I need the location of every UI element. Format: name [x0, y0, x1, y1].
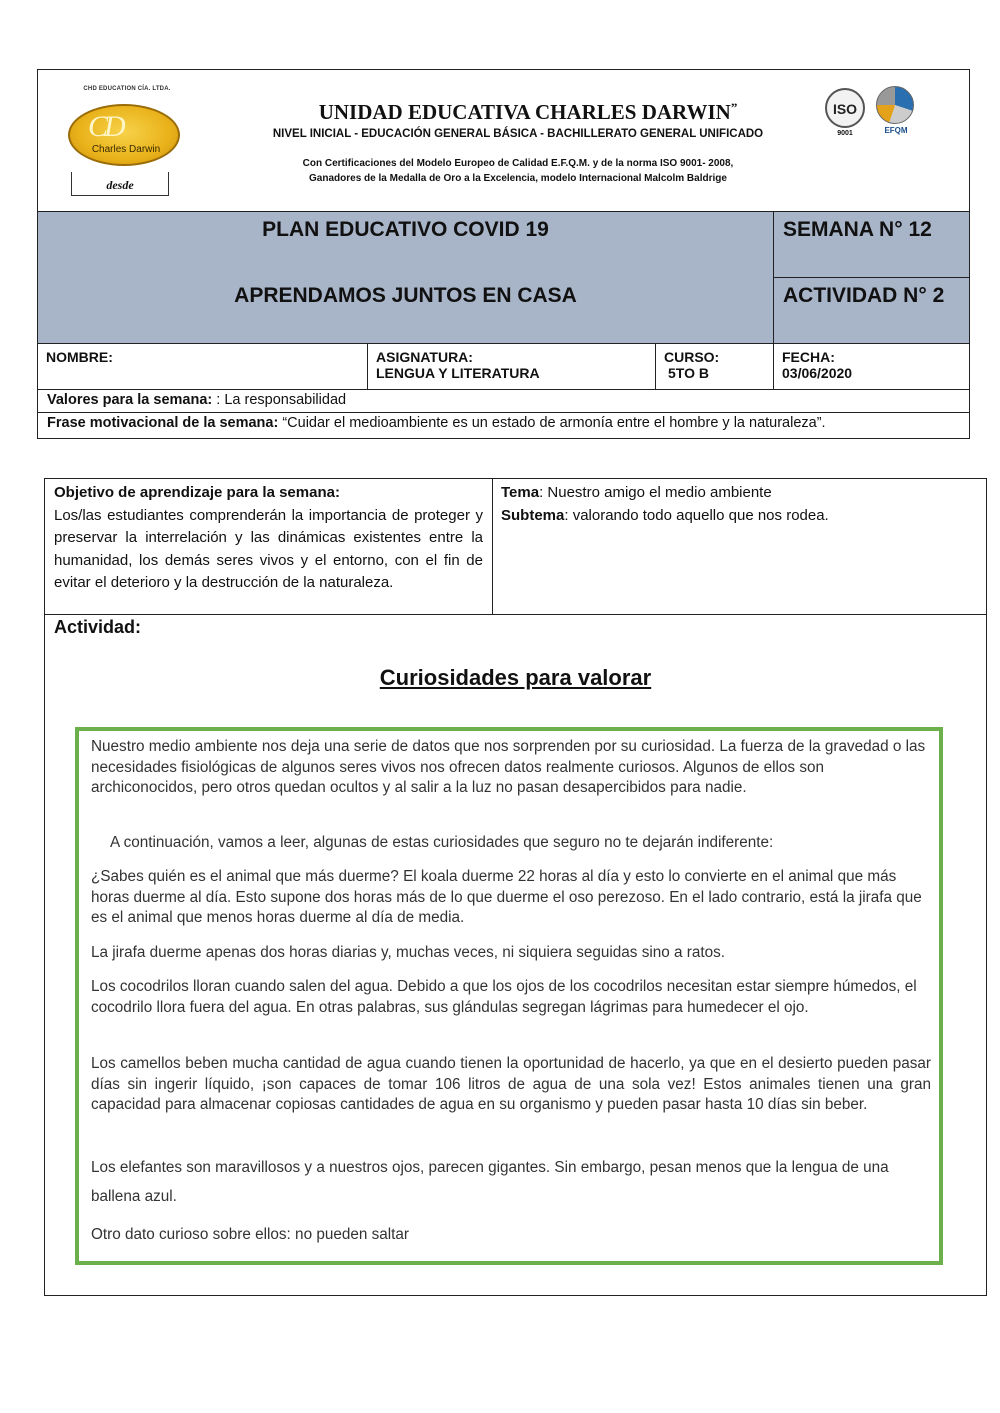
nombre-cell[interactable] [38, 344, 368, 390]
efqm-label: EFQM [884, 126, 908, 135]
logo-letters: CD [88, 110, 122, 143]
actividad-number: ACTIVIDAD N° 2 [783, 284, 945, 307]
school-logo [68, 104, 180, 166]
curiosities-box [75, 727, 943, 1265]
fecha-value: 03/06/2020 [782, 365, 853, 381]
iso-icon: ISO [825, 88, 865, 128]
objective-cell [45, 479, 493, 615]
plan-subtitle: APRENDAMOS JUNTOS EN CASA [234, 284, 577, 307]
curso-label: CURSO: [664, 349, 720, 365]
asignatura-value: LENGUA Y LITERATURA [376, 365, 540, 381]
activity-label: Actividad: [54, 617, 142, 637]
school-levels: NIVEL INICIAL - EDUCACIÓN GENERAL BÁSICA - BACHILLERATO GENERAL UNIFICADO [272, 128, 764, 140]
activity-title: Curiosidades para valorar [379, 665, 652, 690]
curso-cell [656, 344, 774, 390]
semana-label: SEMANA N° 12 [783, 218, 932, 241]
certification-line-2: Ganadores de la Medalla de Oro a la Excelencia, modelo Internacional Malcolm Baldrige [309, 173, 727, 184]
curso-value: 5TO B [668, 365, 709, 381]
frase-label: Frase motivacional de la semana: [47, 415, 279, 431]
paragraph: La jirafa duerme apenas dos horas diarias y, muchas veces, ni siquiera seguidas sino a ratos. [91, 944, 726, 961]
paragraph: ¿Sabes quién es el animal que más duerme? El koala duerme 22 horas al día y esto lo convierte en el animal que más horas duerme al día. Esto supone dos horas más de lo que duerme el oso perezoso. En el lado contrario, está la jirafa que es el animal que menos horas duerme al día de media. [91, 868, 922, 926]
paragraph: A continuación, vamos a leer, algunas de estas curiosidades que seguro no te dejarán indiferente: [110, 834, 774, 851]
asignatura-label: ASIGNATURA: [376, 349, 473, 365]
desde-label: desde [71, 172, 169, 196]
logo-arc-text: CHD EDUCATION CÍA. LTDA. [83, 86, 171, 92]
tema-value: : Nuestro amigo el medio ambiente [539, 484, 772, 501]
objective-text: Los/las estudiantes comprenderán la importancia de proteger y preservar la interrelación y las dinámicas existentes entre la humanidad, los demás seres vivos y el entorno, con el fin de evitar el deterioro y la destrucción de la naturaleza. [54, 506, 483, 591]
header-block [37, 69, 970, 439]
paragraph: Nuestro medio ambiente nos deja una serie de datos que nos sorprenden por su curiosidad. La fuerza de la gravedad o las necesidades fisiológicas de algunos seres vivos nos ofrecen datos realmente curiosos. Algunos de ellos son archiconocidos, pero otros quedan ocultos y al salir a la luz no pasan desapercibidos para nadie. [91, 738, 926, 796]
school-title: UNIDAD EDUCATIVA CHARLES DARWIN” [318, 100, 738, 124]
school-header [38, 70, 969, 212]
info-row [38, 344, 969, 390]
tema-label: Tema [501, 484, 540, 501]
paragraph: Los cocodrilos lloran cuando salen del agua. Debido a que los ojos de los cocodrilos necesitan estar siempre húmedos, el cocodrilo llora fuera del agua. En otras palabras, sus glándulas segregan lágrimas para humedecer el ojo. [91, 978, 917, 1016]
tema-cell [493, 479, 986, 615]
paragraph: Los camellos beben mucha cantidad de agua cuando tienen la oportunidad de hacerlo, ya que en el desierto pueden pasar días sin ingerir líquido, ¡son capaces de tomar 106 litros de agua de una sola vez! Estos animales tienen una gran capacidad para almacenar copiosas cantidades de agua en su organismo y pueden pasar hasta 10 días sin beber. [91, 1055, 931, 1113]
asignatura-cell [368, 344, 656, 390]
paragraph: Los elefantes son maravillosos y a nuestros ojos, parecen gigantes. Sin embargo, pesan menos que la lengua de una ballena azul. [91, 1159, 889, 1205]
plan-band [38, 212, 969, 344]
frase-value: “Cuidar el medioambiente es un estado de armonía entre el hombre y la naturaleza”. [282, 415, 826, 431]
band-divider [773, 212, 774, 344]
fecha-label: FECHA: [782, 349, 835, 365]
frase-row [38, 413, 969, 438]
band-divider [773, 277, 969, 278]
iso-number: 9001 [837, 130, 853, 137]
subtema-label: Subtema [501, 506, 565, 524]
plan-title: PLAN EDUCATIVO COVID 19 [262, 218, 549, 241]
objective-label: Objetivo de aprendizaje para la semana: [54, 484, 340, 501]
valores-label: Valores para la semana: [47, 392, 213, 408]
nombre-label: NOMBRE: [46, 349, 113, 365]
efqm-icon [876, 86, 914, 124]
subtema-value: : valorando todo aquello que nos rodea. [564, 506, 829, 524]
tema-line [501, 482, 978, 505]
paragraph: Otro dato curioso sobre ellos: no pueden saltar [91, 1226, 410, 1243]
subtema-line [501, 505, 978, 528]
valores-row [38, 390, 969, 413]
objective-table [44, 478, 987, 1296]
certification-line-1: Con Certificaciones del Modelo Europeo de Calidad E.F.Q.M. y de la norma ISO 9001- 2008, [302, 158, 734, 169]
valores-value: : La responsabilidad [216, 392, 347, 408]
logo-name: Charles Darwin [91, 144, 161, 155]
fecha-cell [774, 344, 969, 390]
